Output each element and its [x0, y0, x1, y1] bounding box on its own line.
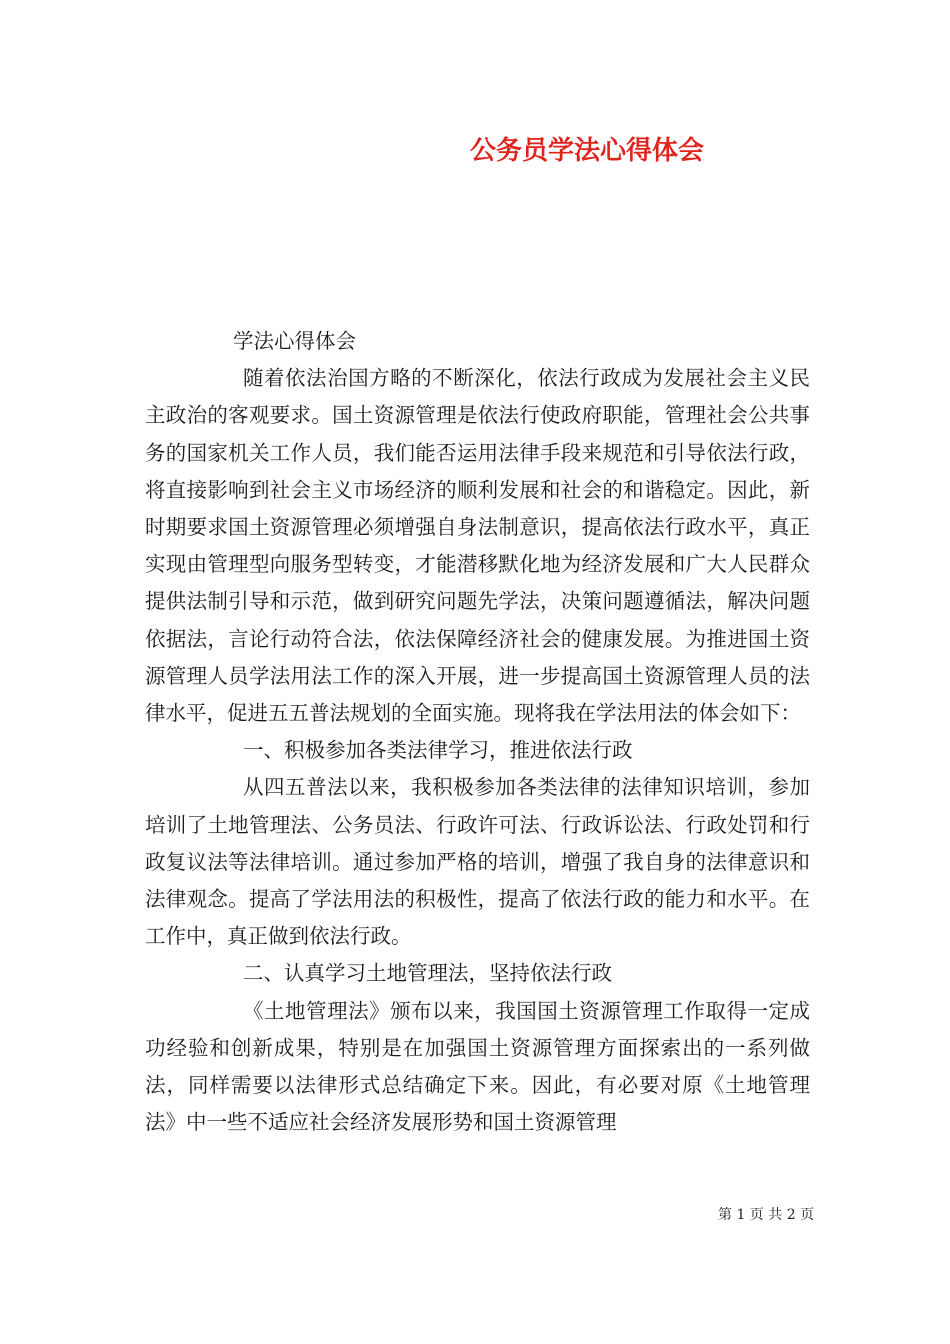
- section-heading-1: 一、积极参加各类法律学习，推进依法行政: [243, 738, 633, 763]
- paragraph-section-1: 从四五普法以来，我积极参加各类法律的法律知识培训，参加培训了土地管理法、公务员法、行政许可法、行政诉讼法、行政处罚和行政复议法等法律培训。通过参加严格的培训，增强了我自身的法律意识和法律观念。提高了学法用法的积极性，提高了依法行政的能力和水平。在工作中，真正做到依法行政。: [145, 775, 810, 949]
- paragraph-section-2: 《土地管理法》颁布以来，我国国土资源管理工作取得一定成功经验和创新成果，特别是在加强国土资源管理方面探索出的一系列做法，同样需要以法律形式总结确定下来。因此，有必要对原《土地管理法》中一些不适应社会经济发展形势和国土资源管理: [145, 998, 810, 1135]
- paragraph-intro: 随着依法治国方略的不断深化，依法行政成为发展社会主义民主政治的客观要求。国土资源管理是依法行使政府职能，管理社会公共事务的国家机关工作人员，我们能否运用法律手段来规范和引导依法行政，将直接影响到社会主义市场经济的顺利发展和社会的和谐稳定。因此，新时期要求国土资源管理必须增强自身法制意识，提高依法行政水平，真正实现由管理型向服务型转变，才能潜移默化地为经济发展和广大人民群众提供法制引导和示范，做到研究问题先学法，决策问题遵循法，解决问题依据法，言论行动符合法，依法保障经济社会的健康发展。为推进国土资源管理人员学法用法工作的深入开展，进一步提高国土资源管理人员的法律水平，促进五五普法规划的全面实施。现将我在学法用法的体会如下：: [145, 366, 810, 726]
- page-number: 第 1 页 共 2 页: [718, 1207, 815, 1223]
- section-heading-2: 二、认真学习土地管理法，坚持依法行政: [243, 961, 612, 986]
- document-subtitle: 学法心得体会: [233, 329, 356, 353]
- document-body: [145, 323, 810, 1141]
- document-title: 公务员学法心得体会: [470, 136, 705, 166]
